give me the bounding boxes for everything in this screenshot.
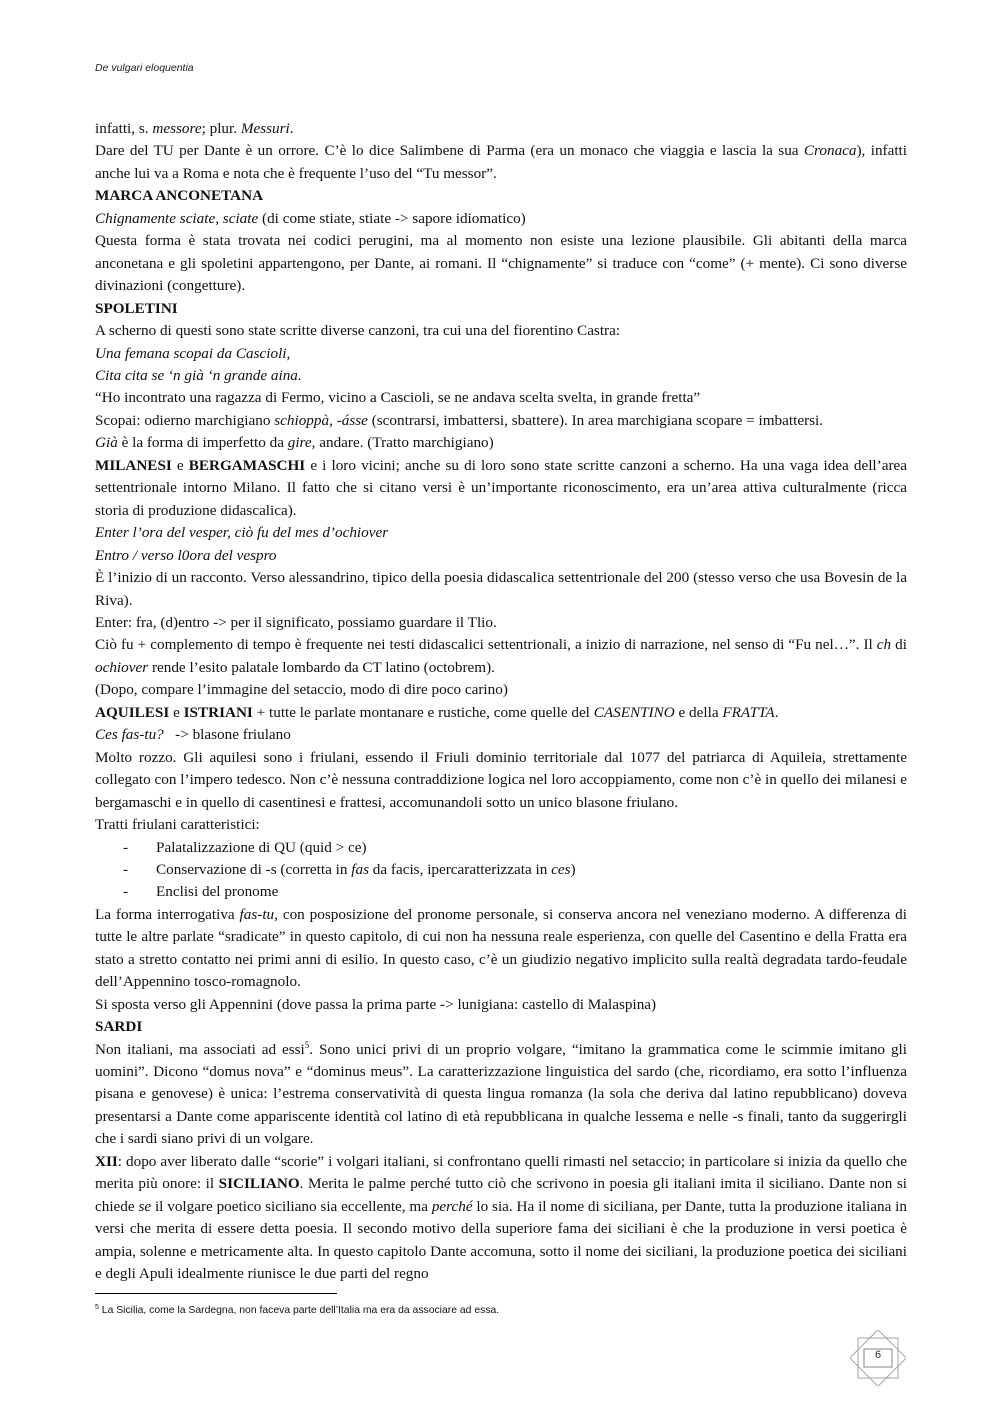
paragraph: Enter: fra, (d)entro -> per il significato, possiamo guardare il Tlio. [95, 613, 497, 631]
section-heading-marca-anconetana: MARCA ANCONETANA [95, 187, 264, 205]
paragraph: infatti, s. messore; plur. Messuri. [95, 120, 294, 137]
footnote-divider [95, 1293, 337, 1294]
body-text [95, 118, 907, 1286]
paragraph: Scopai: odierno marchigiano schioppà, -ásse (scontrarsi, imbattersi, sbattere). In area marchigiana scopare = imbattersi. [95, 411, 824, 429]
feature-list [95, 837, 907, 904]
paragraph: La forma interrogativa fas-tu, con posposizione del pronome personale, si conserva ancora nel veneziano moderno. A differenza di tutte le altre parlate “sradicate” in questo capitolo, di cui non ha nessuna reale esperienza, con quelle del Casentino e della Fratta era stato a stretto contatto nei primi anni di esilio. In questo caso, c’è un giudizio negativo implicito sulla realtà degradata tardo-feudale dell’Appennino tosco-romagnolo. [95, 905, 907, 991]
paragraph: Questa forma è stata trovata nei codici perugini, ma al momento non esiste una lezione plausibile. Gli abitanti della marca anconetana e gli spoletini appartengono, per Dante, ai romani. Il “chignamente” si traduce con “come” (+ mente). Ci sono diverse divinazioni (congetture). [95, 232, 907, 295]
list-dash: - [123, 883, 129, 901]
paragraph: Non italiani, ma associati ad essi$^5$. Sono unici privi di un proprio volgare, “imitano la grammatica come le scimmie imitano gli uomini”. Dicono “domus nova” e “dominus meus”. La caratterizzazione linguistica del sardo (che, ricordiamo, era sotto l’influenza pisana e genovese) è unica: l’estrema conservatività di questa lingua romanza (la sola che deriva dal latino repubblicano) doveva presentarsi a Dante come appariscente identità col latino di età repubblicana in qualche lessema e nelle -s finali, tanto da suggerirgli che i sardi siano privi di un volgare. [95, 1039, 907, 1148]
paragraph: Tratti friulani caratteristici: [95, 816, 260, 834]
footnote-number: 5 [95, 1304, 99, 1311]
list-dash: - [123, 860, 129, 878]
verse-line: Enter l’ora del vesper, ciò fu del mes d’ochiover [95, 524, 389, 542]
verse-line: Cita cita se ‘n già ‘n grande aina. [95, 366, 302, 384]
page-number: 6 [874, 1349, 882, 1361]
paragraph: Già è la forma di imperfetto da gire, andare. (Tratto marchigiano) [95, 434, 494, 452]
paragraph: Molto rozzo. Gli aquilesi sono i friulani, essendo il Friuli dominio territoriale dal 1077 del patriarca di Aquileia, strettamente collegato con l’impero tedesco. Non c’è nessuna contraddizione logica nel loro accoppiamento, come non c’è in quello dei milanesi e bergamaschi e in quello di casentinesi e frattesi, accomunandoli sotto un unico blasone friulano. [95, 748, 907, 811]
paragraph: È l’inizio di un racconto. Verso alessandrino, tipico della poesia didascalica settentrionale del 200 (stesso verso che usa Bovesin de la Riva). [95, 569, 907, 609]
list-item: - Palatalizzazione di QU (quid > ce) [123, 837, 907, 859]
paragraph: AQUILESI e ISTRIANI + tutte le parlate montanare e rustiche, come quelle del CASENTINO e della FRATTA. [95, 703, 779, 721]
paragraph: Si sposta verso gli Appennini (dove passa la prima parte -> lunigiana: castello di Malaspina) [95, 995, 657, 1013]
footnote-reference[interactable]: 5 [304, 1039, 310, 1050]
list-item: - Enclisi del pronome [123, 881, 907, 903]
paragraph: (Dopo, compare l’immagine del setaccio, modo di dire poco carino) [95, 681, 508, 699]
paragraph: Chignamente sciate, sciate (di come stiate, stiate -> sapore idiomatico) [95, 209, 526, 227]
paragraph: Ciò fu + complemento di tempo è frequente nei testi didascalici settentrionali, a inizio di narrazione, nel senso di “Fu nel…”. Il ch di ochiover rende l’esito palatale lombardo da CT latino (octobrem). [95, 636, 907, 676]
footnote [95, 1305, 499, 1316]
paragraph: Dare del TU per Dante è un orrore. C’è lo dice Salimbene di Parma (era un monaco che viaggia e lascia la sua Cronaca), infatti anche lui va a Roma e nota che è frequente l’uso del “Tu messor”. [95, 142, 907, 182]
verse-line: Una femana scopai da Cascioli, [95, 344, 291, 362]
list-item: - Conservazione di -s (corretta in fas da facis, ipercaratterizzata in ces) [123, 859, 907, 881]
footnote-text: La Sicilia, come la Sardegna, non faceva parte dell’Italia ma era da associare ad essa. [98, 1305, 500, 1316]
paragraph: XII: dopo aver liberato dalle “scorie” i volgari italiani, si confrontano quelli rimasti nel setaccio; in particolare si inizia da quello che merita più onore: il SICILIANO. Merita le palme perché tutto ciò che scrivono in poesia gli italiani imita il siciliano. Dante non si chiede se il volgare poetico siciliano sia eccellente, ma perché lo sia. Ha il nome di siciliana, per Dante, tutta la produzione italiana in versi che merita di essere detta poesia. Il secondo motivo della superiore fama dei siciliani è che la produzione in versi poetica è ampia, solenne e metricamente alta. In questo capitolo Dante accomuna, sotto il nome dei siciliani, la produzione poetica dei siciliani e degli Apuli idealmente riunisce le due parti del regno [95, 1152, 907, 1283]
paragraph: Ces fas-tu? -> blasone friulano [95, 726, 291, 744]
paragraph: MILANESI e BERGAMASCHI e i loro vicini; anche su di loro sono state scritte canzoni a scherno. Ha una vaga idea dell’area settentrionale intorno Milano. Il fatto che si citano versi è un’importante riconoscimento, era un’area attiva culturalmente (ricca storia di produzione didascalica). [95, 456, 907, 519]
section-heading-spoletini: SPOLETINI [95, 299, 178, 317]
verse-line: Entro / verso l0ora del vespro [95, 546, 277, 564]
running-header: De vulgari eloquentia [95, 62, 194, 74]
list-dash: - [123, 838, 129, 856]
paragraph: A scherno di questi sono state scritte diverse canzoni, tra cui una del fiorentino Castra: [95, 322, 621, 340]
section-heading-sardi: SARDI [95, 1018, 143, 1036]
paragraph: “Ho incontrato una ragazza di Fermo, vicino a Cascioli, se ne andava scelta svelta, in grande fretta” [95, 389, 701, 407]
